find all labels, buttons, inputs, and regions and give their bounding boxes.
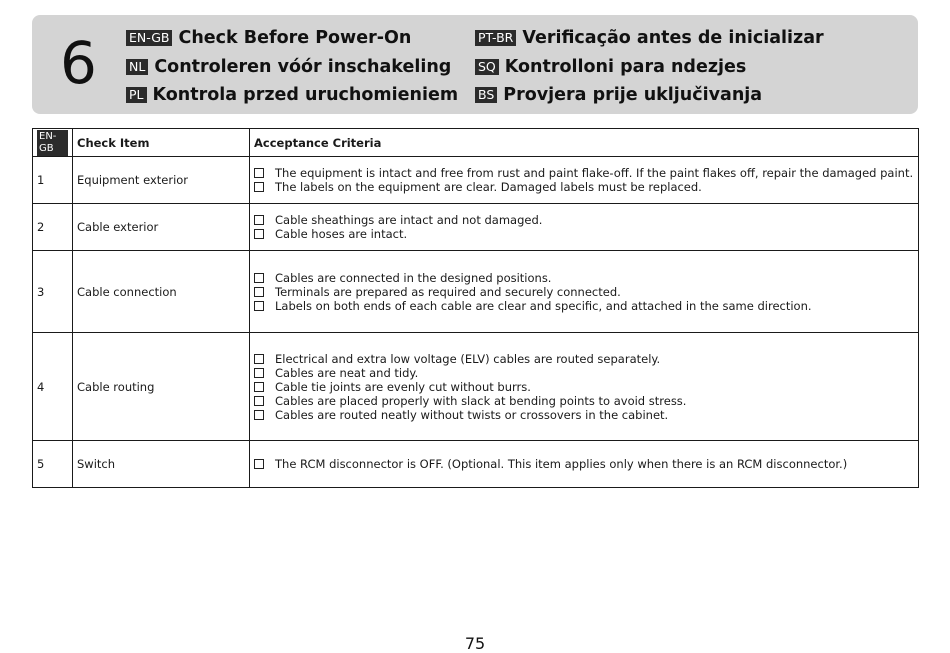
checkbox-icon[interactable] <box>254 182 264 192</box>
checkbox-icon[interactable] <box>254 301 264 311</box>
checkbox-icon[interactable] <box>254 382 264 392</box>
lang-tag: PL <box>126 87 147 103</box>
title-text: Provjera prije uključivanja <box>503 85 763 106</box>
checkbox-icon[interactable] <box>254 168 264 178</box>
row-number: 5 <box>33 441 73 488</box>
criteria-text: Cable sheathings are intact and not damaged. <box>275 213 543 227</box>
titles-left <box>126 24 458 110</box>
lang-tag: EN-GB <box>126 30 172 46</box>
criteria-item <box>254 271 914 285</box>
page-number: 75 <box>464 634 486 653</box>
checklist-table <box>32 128 919 488</box>
title-line-en-gb <box>126 24 458 53</box>
title-text: Verificação antes de inicializar <box>522 28 824 49</box>
criteria-text: Cables are placed properly with slack at bending points to avoid stress. <box>275 393 687 408</box>
lang-tag: PT-BR <box>475 30 516 46</box>
check-item: Switch <box>73 441 250 488</box>
lang-tag: EN-GB <box>37 130 68 156</box>
row-number: 1 <box>33 157 73 204</box>
table-row <box>33 441 919 488</box>
title-text: Controleren vóór inschakeling <box>154 56 452 77</box>
criteria-item <box>254 285 914 299</box>
header-label: Check Item <box>77 135 150 150</box>
row-number: 3 <box>33 251 73 333</box>
title-line-pl <box>126 81 458 110</box>
check-item: Equipment exterior <box>73 157 250 204</box>
criteria-item <box>254 166 914 180</box>
title-line-sq <box>475 53 824 82</box>
checkbox-icon[interactable] <box>254 410 264 420</box>
criteria-text: Labels on both ends of each cable are clear and specific, and attached in the same direction. <box>275 298 812 313</box>
checkbox-icon[interactable] <box>254 287 264 297</box>
criteria-item <box>254 227 914 241</box>
criteria-cell <box>250 251 919 333</box>
checkbox-icon[interactable] <box>254 354 264 364</box>
criteria-item <box>254 213 914 227</box>
criteria-text: The equipment is intact and free from rust and paint flake-off. If the paint flakes off, repair the damaged paint. <box>275 166 914 180</box>
table-row <box>33 251 919 333</box>
title-line-pt-br <box>475 24 824 53</box>
title-text: Kontrola przed uruchomieniem <box>152 85 459 106</box>
header-lang-cell <box>33 129 73 157</box>
table-header-row <box>33 129 919 157</box>
checkbox-icon[interactable] <box>254 368 264 378</box>
criteria-cell <box>250 441 919 488</box>
criteria-text: Cable tie joints are evenly cut without burrs. <box>275 379 531 394</box>
lang-tag: BS <box>475 87 497 103</box>
checkbox-icon[interactable] <box>254 229 264 239</box>
lang-tag: NL <box>126 59 148 75</box>
checkbox-icon[interactable] <box>254 459 264 469</box>
criteria-item <box>254 180 914 194</box>
checkbox-icon[interactable] <box>254 273 264 283</box>
criteria-text: Terminals are prepared as required and securely connected. <box>275 284 621 299</box>
criteria-cell <box>250 204 919 251</box>
title-line-nl <box>126 53 458 82</box>
criteria-cell <box>250 333 919 441</box>
criteria-text: The RCM disconnector is OFF. (Optional. This item applies only when there is an RCM disconnector.) <box>275 457 848 471</box>
criteria-text: Cables are neat and tidy. <box>275 365 419 380</box>
check-item: Cable exterior <box>73 204 250 251</box>
titles-right <box>475 24 824 110</box>
header-label: Acceptance Criteria <box>254 135 382 150</box>
criteria-item <box>254 457 914 471</box>
table-row <box>33 204 919 251</box>
header-acceptance-criteria <box>250 129 919 157</box>
criteria-text: Electrical and extra low voltage (ELV) cables are routed separately. <box>275 351 661 366</box>
lang-tag: SQ <box>475 59 499 75</box>
criteria-text: Cables are routed neatly without twists or crossovers in the cabinet. <box>275 407 669 422</box>
table-row <box>33 157 919 204</box>
criteria-item <box>254 380 914 394</box>
criteria-item <box>254 408 914 422</box>
row-number: 4 <box>33 333 73 441</box>
row-number: 2 <box>33 204 73 251</box>
check-item: Cable routing <box>73 333 250 441</box>
title-line-bs <box>475 81 824 110</box>
criteria-text: Cable hoses are intact. <box>275 227 408 241</box>
checkbox-icon[interactable] <box>254 396 264 406</box>
step-number: 6 <box>60 29 97 97</box>
title-text: Check Before Power-On <box>178 28 412 49</box>
criteria-item <box>254 366 914 380</box>
criteria-item <box>254 394 914 408</box>
title-text: Kontrolloni para ndezjes <box>504 56 747 77</box>
header-check-item <box>73 129 250 157</box>
checkbox-icon[interactable] <box>254 215 264 225</box>
criteria-item <box>254 299 914 313</box>
criteria-cell <box>250 157 919 204</box>
check-item: Cable connection <box>73 251 250 333</box>
criteria-item <box>254 352 914 366</box>
criteria-text: The labels on the equipment are clear. Damaged labels must be replaced. <box>275 180 702 194</box>
criteria-text: Cables are connected in the designed positions. <box>275 270 552 285</box>
table-row <box>33 333 919 441</box>
